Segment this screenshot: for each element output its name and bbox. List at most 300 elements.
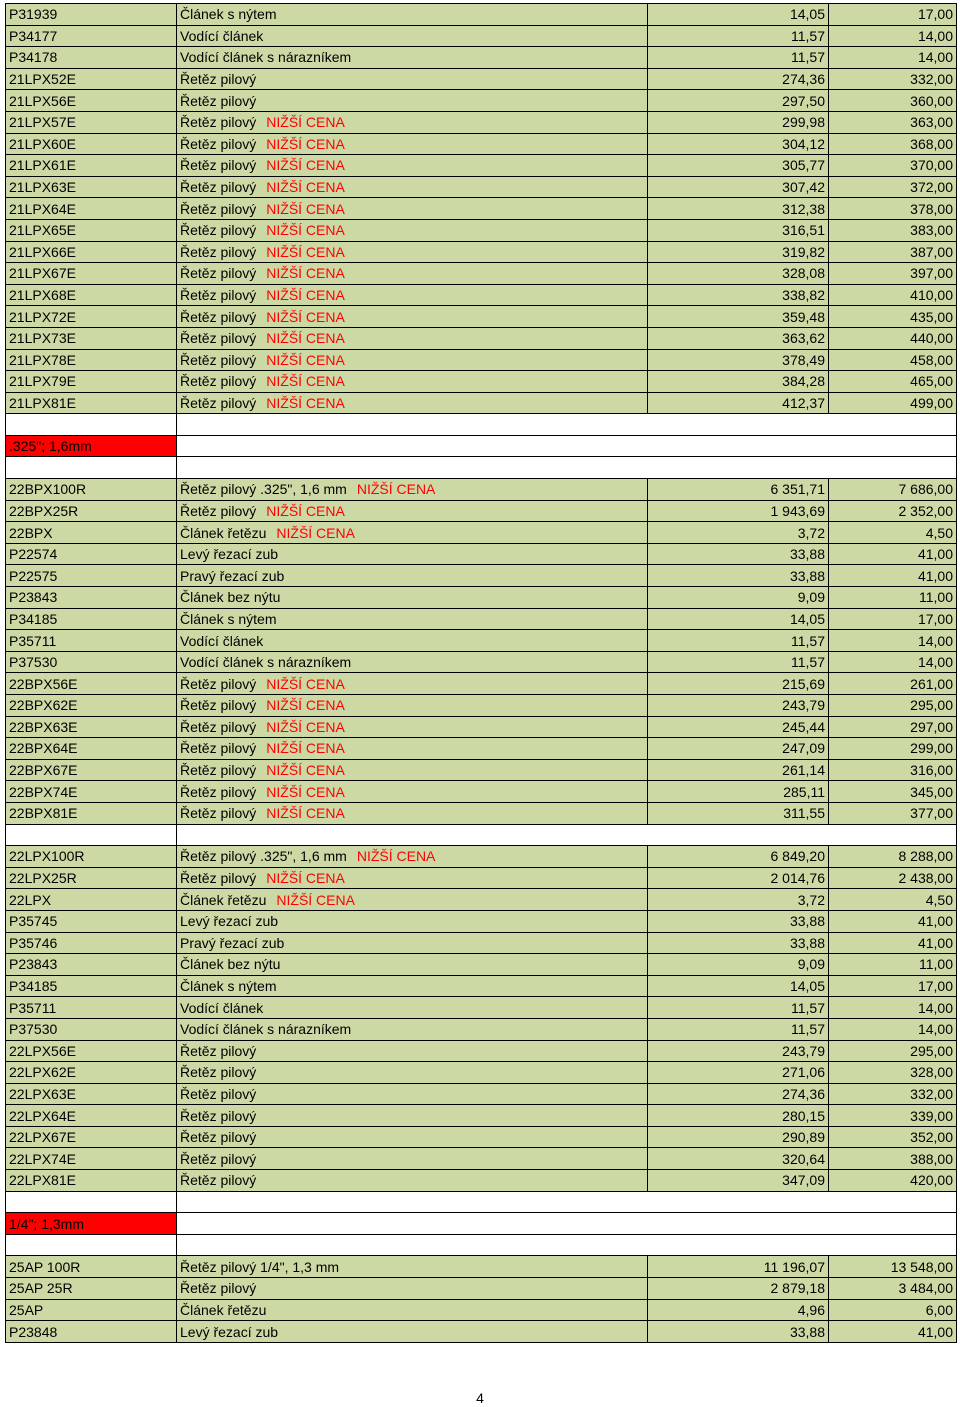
table-row (6, 802, 957, 824)
table-row (6, 1256, 957, 1278)
product-name: Řetěz pilový .325", 1,6 mm (180, 848, 347, 865)
product-name: Řetěz pilový (180, 92, 257, 109)
product-code: 21LPX66E (6, 241, 177, 263)
product-name-cell (177, 219, 648, 241)
table-row (6, 155, 957, 177)
price-without-vat: 328,08 (648, 263, 829, 285)
blank-cell (177, 1191, 957, 1213)
product-name: Řetěz pilový (180, 157, 257, 174)
product-name: Řetěz pilový 1/4", 1,3 mm (180, 1258, 340, 1275)
product-name-cell (177, 90, 648, 112)
product-code: P31939 (6, 4, 177, 26)
price-with-vat: 465,00 (829, 371, 957, 393)
product-code: 21LPX65E (6, 219, 177, 241)
price-without-vat: 280,15 (648, 1105, 829, 1127)
table-row (6, 1148, 957, 1170)
price-list-table (5, 3, 957, 1343)
price-without-vat: 6 351,71 (648, 479, 829, 501)
page-number: 4 (476, 1390, 484, 1406)
price-with-vat: 458,00 (829, 349, 957, 371)
product-code: P23843 (6, 587, 177, 609)
table-row (6, 695, 957, 717)
product-code: 21LPX56E (6, 90, 177, 112)
price-without-vat: 316,51 (648, 219, 829, 241)
product-name-cell (177, 1126, 648, 1148)
product-code: P23848 (6, 1321, 177, 1343)
price-without-vat: 245,44 (648, 716, 829, 738)
blank-cell (177, 824, 957, 846)
product-code: 22LPX62E (6, 1062, 177, 1084)
product-name: Řetěz pilový (180, 1172, 257, 1189)
product-name-cell (177, 284, 648, 306)
product-name-cell (177, 1083, 648, 1105)
product-name: Vodící článek (180, 632, 264, 649)
table-row (6, 1126, 957, 1148)
section-empty-cell (177, 1213, 957, 1235)
table-row (6, 587, 957, 609)
price-with-vat: 377,00 (829, 802, 957, 824)
product-code: 21LPX67E (6, 263, 177, 285)
table-row (6, 1299, 957, 1321)
product-name: Levý řezací zub (180, 1323, 279, 1340)
price-with-vat: 41,00 (829, 565, 957, 587)
table-row (6, 954, 957, 976)
table-row (6, 910, 957, 932)
price-without-vat: 297,50 (648, 90, 829, 112)
price-with-vat: 378,00 (829, 198, 957, 220)
price-without-vat: 1 943,69 (648, 500, 829, 522)
table-row (6, 1278, 957, 1300)
price-without-vat: 359,48 (648, 306, 829, 328)
price-with-vat: 370,00 (829, 155, 957, 177)
table-row (6, 90, 957, 112)
product-name-cell (177, 500, 648, 522)
blank-cell (6, 1191, 177, 1213)
table-row (6, 4, 957, 26)
table-row (6, 133, 957, 155)
product-name: Řetěz pilový (180, 243, 257, 260)
product-name: Řetěz pilový (180, 1129, 257, 1146)
price-with-vat: 360,00 (829, 90, 957, 112)
blank-cell (177, 457, 957, 479)
product-name: Vodící článek (180, 27, 264, 44)
table-row (6, 522, 957, 544)
product-code: P34178 (6, 47, 177, 69)
table-row (6, 867, 957, 889)
price-with-vat: 295,00 (829, 695, 957, 717)
table-row (6, 673, 957, 695)
blank-cell (6, 1234, 177, 1256)
price-without-vat: 3,72 (648, 889, 829, 911)
price-with-vat: 2 352,00 (829, 500, 957, 522)
product-name: Řetěz pilový (180, 740, 257, 757)
product-name-cell (177, 867, 648, 889)
price-without-vat: 9,09 (648, 587, 829, 609)
table-row (6, 1170, 957, 1192)
product-name: Článek řetězu (180, 891, 267, 908)
price-with-vat: 332,00 (829, 68, 957, 90)
product-name-cell (177, 522, 648, 544)
price-without-vat: 14,05 (648, 608, 829, 630)
lower-price-flag: NIŽŠÍ CENA (266, 697, 345, 714)
product-name-cell (177, 392, 648, 414)
table-row (6, 1018, 957, 1040)
product-name: Řetěz pilový .325", 1,6 mm (180, 481, 347, 498)
price-with-vat: 352,00 (829, 1126, 957, 1148)
product-name: Řetěz pilový (180, 697, 257, 714)
blank-row (6, 824, 957, 846)
product-name-cell (177, 1256, 648, 1278)
price-without-vat: 33,88 (648, 932, 829, 954)
price-with-vat: 368,00 (829, 133, 957, 155)
lower-price-flag: NIŽŠÍ CENA (266, 200, 345, 217)
price-with-vat: 17,00 (829, 975, 957, 997)
product-name: Řetěz pilový (180, 675, 257, 692)
price-without-vat: 11,57 (648, 1018, 829, 1040)
price-without-vat: 33,88 (648, 543, 829, 565)
price-with-vat: 14,00 (829, 1018, 957, 1040)
table-row (6, 219, 957, 241)
product-code: 22LPX74E (6, 1148, 177, 1170)
product-code: P35711 (6, 997, 177, 1019)
product-code: P35745 (6, 910, 177, 932)
price-with-vat: 388,00 (829, 1148, 957, 1170)
product-name: Řetěz pilový (180, 373, 257, 390)
product-name-cell (177, 1105, 648, 1127)
product-name: Řetěz pilový (180, 1280, 257, 1297)
product-name: Článek s nýtem (180, 610, 277, 627)
product-code: 21LPX64E (6, 198, 177, 220)
table-row (6, 349, 957, 371)
lower-price-flag: NIŽŠÍ CENA (266, 718, 345, 735)
product-code: 21LPX52E (6, 68, 177, 90)
section-label: .325"; 1,6mm (6, 435, 177, 457)
lower-price-flag: NIŽŠÍ CENA (266, 394, 345, 411)
product-name-cell (177, 543, 648, 565)
table-row (6, 306, 957, 328)
product-code: 21LPX79E (6, 371, 177, 393)
product-name-cell (177, 997, 648, 1019)
blank-row (6, 414, 957, 436)
price-with-vat: 345,00 (829, 781, 957, 803)
table-row (6, 846, 957, 868)
product-name: Řetěz pilový (180, 200, 257, 217)
product-name: Řetěz pilový (180, 287, 257, 304)
product-name-cell (177, 759, 648, 781)
price-without-vat: 11,57 (648, 651, 829, 673)
product-name-cell (177, 176, 648, 198)
product-name: Článek řetězu (180, 524, 267, 541)
product-code: 22BPX56E (6, 673, 177, 695)
product-code: 25AP (6, 1299, 177, 1321)
product-name-cell (177, 25, 648, 47)
product-code: 25AP 25R (6, 1278, 177, 1300)
product-code: 22LPX81E (6, 1170, 177, 1192)
price-without-vat: 3,72 (648, 522, 829, 544)
section-header-row (6, 1213, 957, 1235)
price-with-vat: 297,00 (829, 716, 957, 738)
product-code: 22LPX100R (6, 846, 177, 868)
product-name-cell (177, 1040, 648, 1062)
product-name: Vodící článek s nárazníkem (180, 1021, 352, 1038)
product-name: Řetěz pilový (180, 135, 257, 152)
product-name-cell (177, 910, 648, 932)
price-without-vat: 384,28 (648, 371, 829, 393)
price-with-vat: 41,00 (829, 910, 957, 932)
product-name: Řetěz pilový (180, 1150, 257, 1167)
blank-cell (6, 414, 177, 436)
product-name: Levý řezací zub (180, 913, 279, 930)
product-name-cell (177, 198, 648, 220)
product-name: Řetěz pilový (180, 179, 257, 196)
table-row (6, 1083, 957, 1105)
product-code: P35746 (6, 932, 177, 954)
price-with-vat: 383,00 (829, 219, 957, 241)
product-code: 22BPX64E (6, 738, 177, 760)
product-code: 21LPX63E (6, 176, 177, 198)
table-row (6, 738, 957, 760)
price-without-vat: 347,09 (648, 1170, 829, 1192)
table-row (6, 651, 957, 673)
table-row (6, 630, 957, 652)
lower-price-flag: NIŽŠÍ CENA (266, 502, 345, 519)
product-name: Řetěz pilový (180, 394, 257, 411)
product-name: Řetěz pilový (180, 870, 257, 887)
price-without-vat: 320,64 (648, 1148, 829, 1170)
product-name-cell (177, 889, 648, 911)
price-without-vat: 338,82 (648, 284, 829, 306)
lower-price-flag: NIŽŠÍ CENA (356, 481, 436, 498)
product-name-cell (177, 1148, 648, 1170)
table-row (6, 176, 957, 198)
product-code: 22LPX56E (6, 1040, 177, 1062)
product-name-cell (177, 349, 648, 371)
product-name: Řetěz pilový (180, 351, 257, 368)
lower-price-flag: NIŽŠÍ CENA (266, 351, 345, 368)
product-name-cell (177, 1062, 648, 1084)
price-with-vat: 17,00 (829, 4, 957, 26)
product-name: Článek s nýtem (180, 978, 277, 995)
price-with-vat: 3 484,00 (829, 1278, 957, 1300)
product-name-cell (177, 1278, 648, 1300)
product-code: 21LPX61E (6, 155, 177, 177)
price-with-vat: 339,00 (829, 1105, 957, 1127)
price-with-vat: 14,00 (829, 630, 957, 652)
table-row (6, 68, 957, 90)
product-name-cell (177, 673, 648, 695)
product-code: P37530 (6, 1018, 177, 1040)
product-name: Vodící článek s nárazníkem (180, 49, 352, 66)
product-name: Řetěz pilový (180, 762, 257, 779)
product-code: P35711 (6, 630, 177, 652)
blank-row (6, 1191, 957, 1213)
table-row (6, 1062, 957, 1084)
price-with-vat: 372,00 (829, 176, 957, 198)
lower-price-flag: NIŽŠÍ CENA (276, 891, 355, 908)
product-name-cell (177, 1299, 648, 1321)
price-without-vat: 11 196,07 (648, 1256, 829, 1278)
product-name: Článek řetězu (180, 1301, 267, 1318)
price-with-vat: 397,00 (829, 263, 957, 285)
lower-price-flag: NIŽŠÍ CENA (356, 848, 436, 865)
price-without-vat: 14,05 (648, 975, 829, 997)
product-name-cell (177, 651, 648, 673)
table-row (6, 716, 957, 738)
price-without-vat: 307,42 (648, 176, 829, 198)
product-code: 22LPX (6, 889, 177, 911)
product-name: Řetěz pilový (180, 1107, 257, 1124)
table-row (6, 1105, 957, 1127)
table-row (6, 371, 957, 393)
product-code: P37530 (6, 651, 177, 673)
product-name-cell (177, 846, 648, 868)
product-name-cell (177, 111, 648, 133)
lower-price-flag: NIŽŠÍ CENA (266, 243, 345, 260)
price-with-vat: 316,00 (829, 759, 957, 781)
price-without-vat: 304,12 (648, 133, 829, 155)
product-name-cell (177, 975, 648, 997)
product-name-cell (177, 241, 648, 263)
product-name-cell (177, 738, 648, 760)
product-name: Vodící článek (180, 999, 264, 1016)
blank-cell (6, 824, 177, 846)
product-name: Řetěz pilový (180, 1085, 257, 1102)
price-without-vat: 319,82 (648, 241, 829, 263)
price-without-vat: 14,05 (648, 4, 829, 26)
price-without-vat: 311,55 (648, 802, 829, 824)
product-name: Řetěz pilový (180, 114, 257, 131)
product-code: 22LPX64E (6, 1105, 177, 1127)
price-with-vat: 14,00 (829, 651, 957, 673)
product-name: Řetěz pilový (180, 265, 257, 282)
product-code: 21LPX60E (6, 133, 177, 155)
price-without-vat: 243,79 (648, 1040, 829, 1062)
product-name-cell (177, 781, 648, 803)
price-without-vat: 290,89 (648, 1126, 829, 1148)
price-with-vat: 6,00 (829, 1299, 957, 1321)
price-with-vat: 387,00 (829, 241, 957, 263)
table-row (6, 889, 957, 911)
price-with-vat: 11,00 (829, 587, 957, 609)
price-with-vat: 332,00 (829, 1083, 957, 1105)
price-without-vat: 299,98 (648, 111, 829, 133)
price-with-vat: 328,00 (829, 1062, 957, 1084)
product-code: 22BPX62E (6, 695, 177, 717)
product-name: Řetěz pilový (180, 502, 257, 519)
price-without-vat: 9,09 (648, 954, 829, 976)
price-without-vat: 243,79 (648, 695, 829, 717)
price-without-vat: 33,88 (648, 565, 829, 587)
product-name-cell (177, 695, 648, 717)
product-name-cell (177, 263, 648, 285)
price-without-vat: 2 879,18 (648, 1278, 829, 1300)
lower-price-flag: NIŽŠÍ CENA (266, 179, 345, 196)
product-code: P22574 (6, 543, 177, 565)
product-code: P23843 (6, 954, 177, 976)
product-code: 22BPX67E (6, 759, 177, 781)
product-name: Pravý řezací zub (180, 934, 285, 951)
product-name-cell (177, 4, 648, 26)
price-without-vat: 11,57 (648, 630, 829, 652)
lower-price-flag: NIŽŠÍ CENA (266, 287, 345, 304)
table-row (6, 1040, 957, 1062)
product-code: 22BPX25R (6, 500, 177, 522)
price-without-vat: 312,38 (648, 198, 829, 220)
price-with-vat: 299,00 (829, 738, 957, 760)
price-without-vat: 412,37 (648, 392, 829, 414)
product-name: Článek bez nýtu (180, 956, 281, 973)
price-with-vat: 4,50 (829, 522, 957, 544)
price-with-vat: 41,00 (829, 543, 957, 565)
table-row (6, 543, 957, 565)
table-row (6, 327, 957, 349)
lower-price-flag: NIŽŠÍ CENA (276, 524, 355, 541)
price-without-vat: 215,69 (648, 673, 829, 695)
product-code: 21LPX81E (6, 392, 177, 414)
price-list-body (6, 4, 957, 1343)
product-name-cell (177, 68, 648, 90)
price-without-vat: 11,57 (648, 25, 829, 47)
product-code: 21LPX57E (6, 111, 177, 133)
section-label: 1/4"; 1,3mm (6, 1213, 177, 1235)
price-without-vat: 285,11 (648, 781, 829, 803)
price-without-vat: 33,88 (648, 1321, 829, 1343)
product-name-cell (177, 371, 648, 393)
product-code: 22BPX (6, 522, 177, 544)
table-row (6, 932, 957, 954)
product-name-cell (177, 306, 648, 328)
table-row (6, 111, 957, 133)
product-code: 25AP 100R (6, 1256, 177, 1278)
product-name: Řetěz pilový (180, 1064, 257, 1081)
table-row (6, 975, 957, 997)
product-name-cell (177, 133, 648, 155)
price-without-vat: 4,96 (648, 1299, 829, 1321)
lower-price-flag: NIŽŠÍ CENA (266, 308, 345, 325)
price-with-vat: 2 438,00 (829, 867, 957, 889)
section-header-row (6, 435, 957, 457)
table-row (6, 608, 957, 630)
blank-row (6, 457, 957, 479)
price-with-vat: 261,00 (829, 673, 957, 695)
product-name-cell (177, 587, 648, 609)
product-code: P34185 (6, 608, 177, 630)
lower-price-flag: NIŽŠÍ CENA (266, 222, 345, 239)
product-code: 21LPX68E (6, 284, 177, 306)
price-with-vat: 435,00 (829, 306, 957, 328)
product-code: 22BPX100R (6, 479, 177, 501)
table-row (6, 500, 957, 522)
table-row (6, 263, 957, 285)
product-name-cell (177, 327, 648, 349)
price-with-vat: 4,50 (829, 889, 957, 911)
table-row (6, 565, 957, 587)
blank-cell (177, 414, 957, 436)
table-row (6, 284, 957, 306)
lower-price-flag: NIŽŠÍ CENA (266, 783, 345, 800)
price-without-vat: 247,09 (648, 738, 829, 760)
blank-cell (177, 1234, 957, 1256)
price-with-vat: 363,00 (829, 111, 957, 133)
product-name-cell (177, 47, 648, 69)
price-with-vat: 14,00 (829, 25, 957, 47)
product-code: 21LPX72E (6, 306, 177, 328)
product-code: P22575 (6, 565, 177, 587)
price-with-vat: 41,00 (829, 932, 957, 954)
product-code: 22LPX63E (6, 1083, 177, 1105)
price-with-vat: 7 686,00 (829, 479, 957, 501)
price-with-vat: 440,00 (829, 327, 957, 349)
